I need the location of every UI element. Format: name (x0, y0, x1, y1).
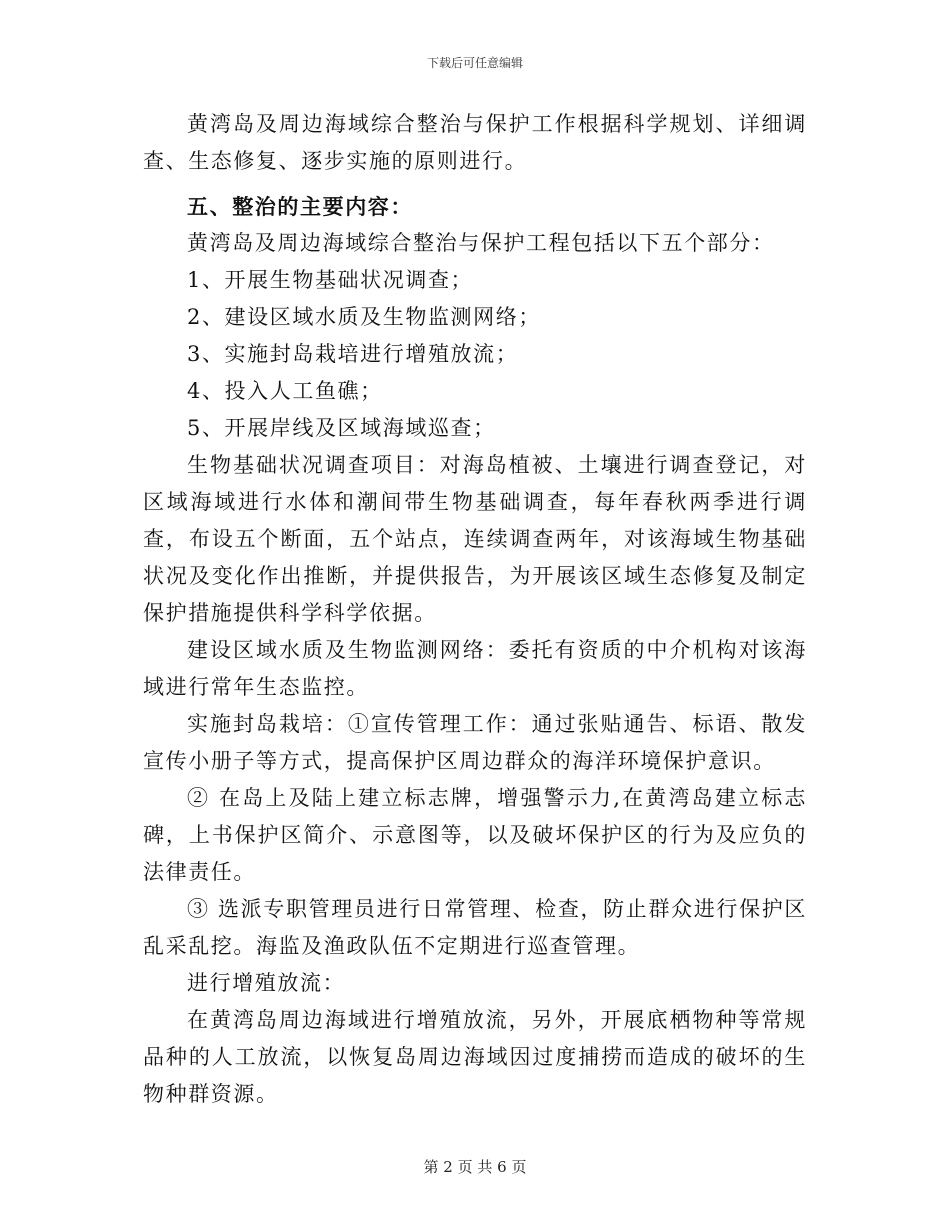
paragraph-intro: 黄湾岛及周边海域综合整治与保护工程包括以下五个部分： (187, 231, 775, 255)
document-body (143, 106, 807, 1113)
list-item-5: 5、开展岸线及区域海域巡查； (187, 416, 496, 440)
paragraph-principle: 黄湾岛及周边海域综合整治与保护工作根据科学规划、详细调查、生态修复、逐步实施的原则进行。 (143, 112, 807, 173)
page-footer: 第 2 页 共 6 页 (423, 1158, 527, 1176)
list-item-3: 3、实施封岛栽培进行增殖放流； (187, 342, 519, 366)
paragraph-monitoring: 建设区域水质及生物监测网络：委托有资质的中介机构对该海域进行常年生态监控。 (143, 638, 807, 699)
paragraph-survey: 生物基础状况调查项目：对海岛植被、土壤进行调查登记，对区域海域进行水体和潮间带生物基础调查，每年春秋两季进行调查，布设五个断面，五个站点，连续调查两年，对该海域生物基础状况及变化作出推断，并提供报告，为开展该区域生态修复及制定保护措施提供科学科学依据。 (143, 453, 807, 625)
page-header: 下载后可任意编辑 (426, 56, 523, 70)
list-item-1: 1、开展生物基础状况调查； (187, 268, 474, 292)
paragraph-release-heading: 进行增殖放流： (187, 971, 346, 995)
list-item-2: 2、建设区域水质及生物监测网络； (187, 305, 541, 329)
section-heading: 五、整治的主要内容： (187, 194, 413, 219)
paragraph-patrol: ③ 选派专职管理员进行日常管理、检查，防止群众进行保护区乱采乱挖。海监及渔政队伍不定期进行巡查管理。 (143, 897, 807, 958)
list-item-4: 4、投入人工鱼礁； (187, 379, 383, 403)
paragraph-cultivation: 实施封岛栽培：①宣传管理工作：通过张贴通告、标语、散发宣传小册子等方式，提高保护区周边群众的海洋环境保护意识。 (143, 712, 807, 773)
paragraph-signage: ② 在岛上及陆上建立标志牌，增强警示力,在黄湾岛建立标志碑，上书保护区简介、示意图等，以及破坏保护区的行为及应负的法律责任。 (143, 786, 807, 884)
paragraph-release: 在黄湾岛周边海域进行增殖放流，另外，开展底栖物种等常规品种的人工放流，以恢复岛周边海域因过度捕捞而造成的破坏的生物种群资源。 (143, 1008, 807, 1106)
